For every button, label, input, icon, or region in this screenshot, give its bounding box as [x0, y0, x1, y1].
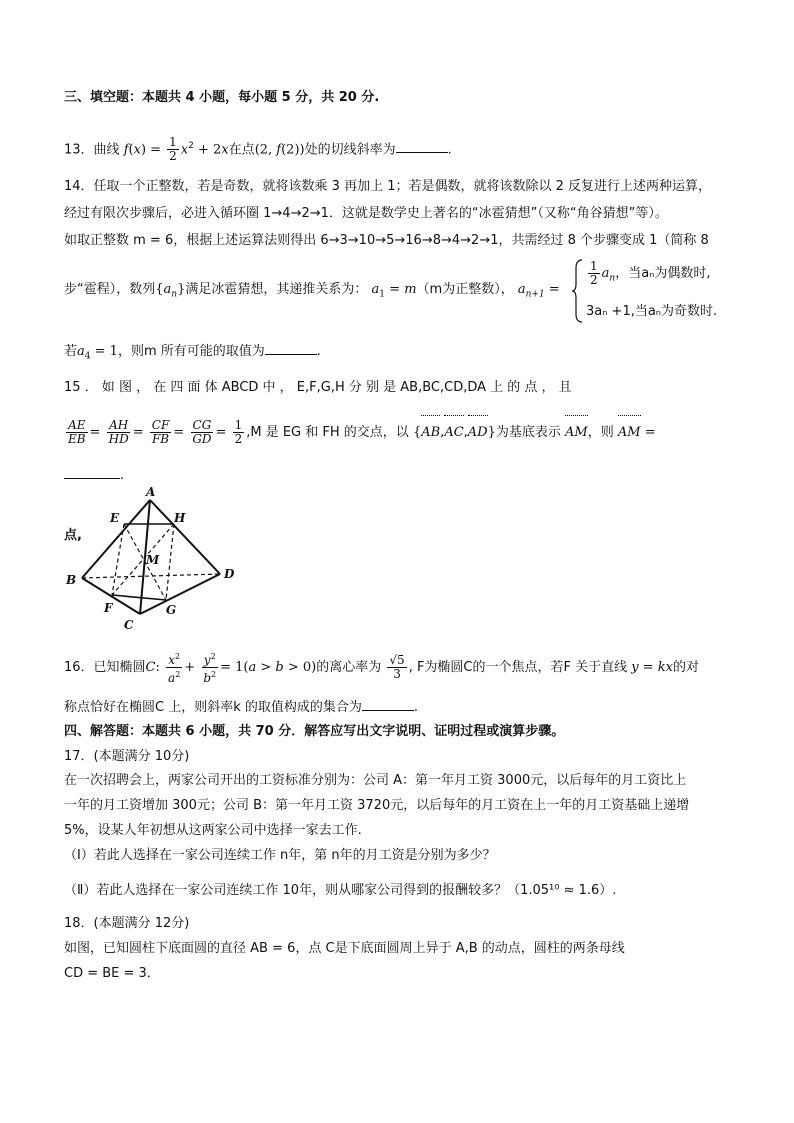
left-brace-icon [572, 258, 584, 324]
tetrahedron-diagram [64, 482, 240, 632]
point-label-h: H [174, 511, 186, 525]
q17-part-2: （Ⅱ）若此人选择在一家公司连续工作 10年，则从哪家公司得到的报酬较多？（1.05¹⁰ ≈ 1.6）. [64, 883, 617, 898]
question-13: 13．曲线 f(x) = $\frac{1}{2}$ $x^2 + 2x$在点(2, f(2))处的切线斜率为 . [64, 135, 452, 164]
q14-line-2: 经过有限次步骤后，必进入循环圈 1→4→2→1．这就是数学史上著名的“冰雹猜想”（又称“角谷猜想”等）。 [64, 206, 668, 221]
point-label-g: G [166, 603, 177, 617]
q14-answer-blank[interactable] [265, 342, 317, 355]
q13-fraction: $\frac{1}{2}$ [169, 135, 177, 164]
q17-heading: 17．(本题满分 10分) [64, 749, 190, 764]
point-label-f: F [104, 601, 113, 615]
q13-text-b: 在点 [228, 142, 255, 158]
section-3-heading: 三、填空题：本题共 4 小题，每小题 5 分，共 20 分. [64, 90, 380, 105]
section-4-heading: 四、解答题：本题共 6 小题，共 70 分．解答应写出文字说明、证明过程或演算步骤。 [64, 724, 565, 739]
q14-case-even: $\frac{1}{2}$ $a_n$，当aₙ为偶数时, [590, 259, 711, 287]
q15-line-3: . [64, 466, 730, 486]
q17-line-2: 一年的月工资增加 300元；公司 B：第一年月工资 3720元，以后每年的月工资在上一年的月工资基础上递增 [64, 798, 690, 813]
point-label-b: B [66, 573, 77, 587]
point-label-m: M [146, 553, 160, 567]
q14-line-5: 若$a_4 = 1$，则m 所有可能的取值为 . [64, 344, 321, 362]
figure-side-label: 点, [64, 528, 82, 543]
q18-line-2: CD = BE = 3． [64, 966, 160, 981]
q15-line-1: 15 ． 如 图 ， 在 四 面 体 ABCD 中 ， E,F,G,H 分 别 是 AB,BC,CD,DA 上 的 点 ， 且 [64, 380, 572, 395]
q17-part-1: （Ⅰ）若此人选择在一家公司连续工作 n年，第 n年的月工资是分别为多少？ [64, 848, 496, 863]
q15-answer-blank[interactable] [64, 466, 120, 479]
q16-answer-blank[interactable] [362, 698, 414, 711]
q13-text-c: 处的切线斜率为 [304, 142, 396, 158]
q13-function: f [123, 142, 129, 158]
q14-line-4: 步“雹程），数列$\{a_n\}$满足冰雹猜想，其递推关系为： $a_1 = m(m$为正整数）， $a_{n+1}$ = [64, 282, 560, 300]
tetrahedron-figure [64, 482, 240, 632]
q17-line-3: 5%，设某人年初想从这两家公司中选择一家去工作. [64, 823, 362, 838]
q16-line-1: 16．已知椭圆C: $\frac{x^2}{a^2}$ + $\frac{y^2}{b^2}$ = 1(a > b > 0)的离心率为 $\frac{√5}{3}$ , F为椭圆C的一个焦点，若F 关于直线 y = kx的对 [64, 652, 700, 685]
point-label-d: D [224, 567, 235, 581]
q14-line-3: 如取正整数 m = 6，根据上述运算法则得出 6→3→10→5→16→8→4→2→1，共需经过 8 个步骤变成 1（简称 8 [64, 233, 709, 248]
q15-line-2: $\frac{AE}{EB}$ = $\frac{AH}{HD}$ = $\frac{CF}{FB}$ = $\frac{CG}{GD}$ = $\frac{1}{2}$ ,M 是 EG 和 FH 的交点，以 {AB,AC,AD}为基底表示 AM，则 AM = [68, 418, 656, 446]
point-label-c: C [124, 618, 134, 632]
q13-number: 13． [64, 142, 94, 158]
q18-line-1: 如图，已知圆柱下底面圆的直径 AB = 6，点 C是下底面圆周上异于 A,B 的动点，圆柱的两条母线 [64, 941, 625, 956]
q14-piecewise [572, 258, 742, 324]
q16-line-2: 称点恰好在椭圆C 上，则斜率k 的取值构成的集合为 . [64, 700, 419, 715]
q14-case-odd: 3aₙ +1,当aₙ为奇数时. [586, 304, 718, 319]
q13-answer-blank[interactable] [396, 140, 448, 153]
q17-line-1: 在一次招聘会上，两家公司开出的工资标准分别为：公司 A：第一年月工资 3000元，以后每年的月工资比上 [64, 773, 687, 788]
q13-text: 曲线 [93, 142, 120, 158]
q14-line-1: 14．任取一个正整数，若是奇数，就将该数乘 3 再加上 1；若是偶数，就将该数除以 2 反复进行上述两种运算， [64, 179, 712, 194]
q18-heading: 18．(本题满分 12分) [64, 916, 190, 931]
point-label-e: E [110, 511, 120, 525]
point-label-a: A [146, 485, 156, 499]
